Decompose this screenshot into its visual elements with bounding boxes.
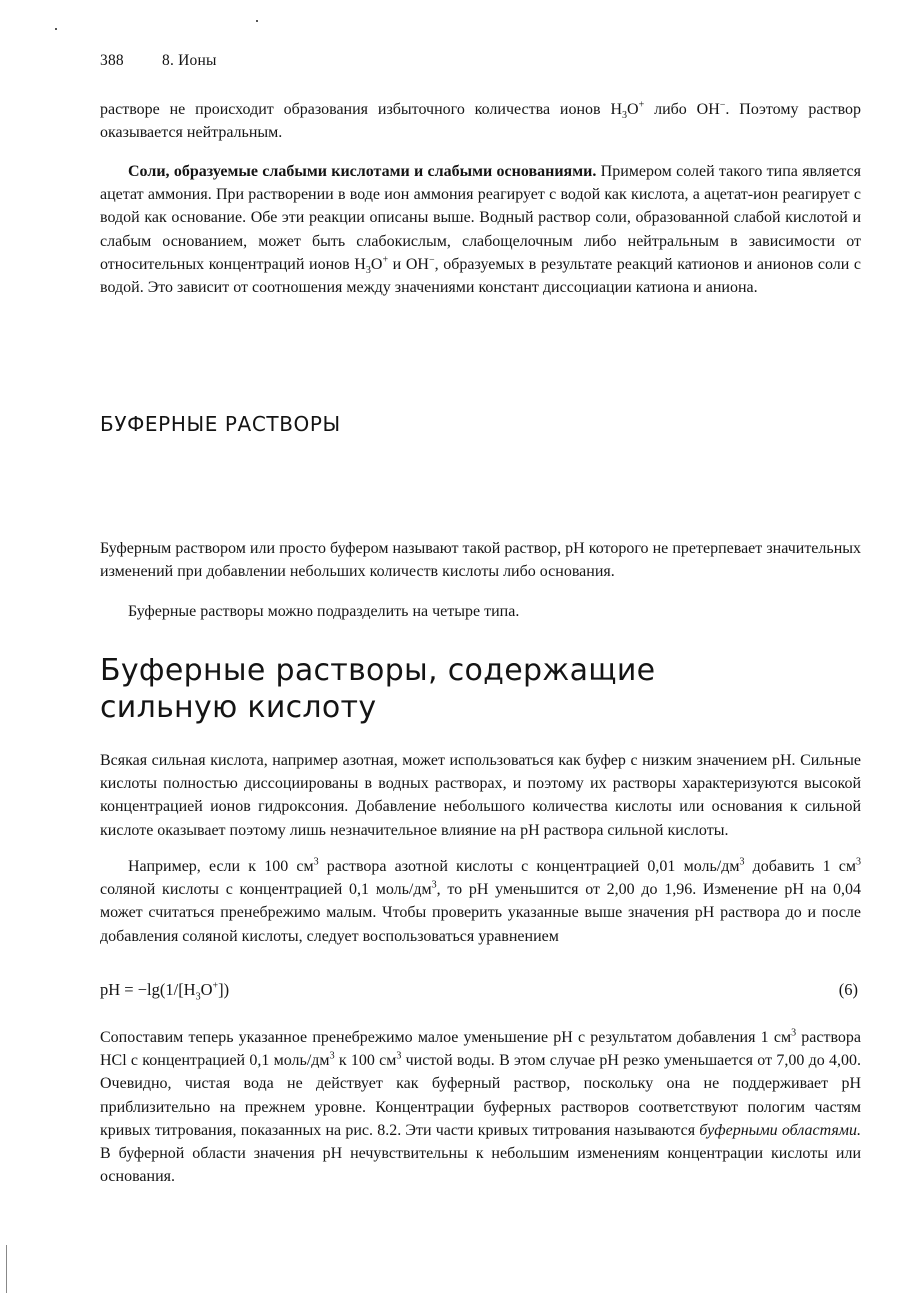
- paragraph-lead: Соли, образуемые слабыми кислотами и слабыми основаниями.: [128, 163, 597, 180]
- equation: pH = $-\lg(1/[H_3O^+])$: [100, 980, 230, 1003]
- equation-number: (6): [838, 980, 858, 999]
- chapter-title: 8. Ионы: [162, 52, 217, 69]
- paragraph-buffer-types: Буферные растворы можно подразделить на четыре типа.: [128, 603, 520, 620]
- italic-term: буферными областями.: [699, 1121, 862, 1139]
- paragraph-weak-salts: Соли, образуемые слабыми кислотами и слабыми основаниями. Примером солей такого типа является ацетат аммония. При растворении в воде ион аммония реагирует с водой как кислота, а ацетат-ион реагирует с водой как основание. Обе эти реакции описаны выше. Водный раствор соли, образованной слабой кислотой и слабым основанием, может быть слабокислым, слабощелочным либо нейтральным в зависимости от относительных концентраций ионов $H_3O^+$ и OH−, образуемых в результате реакций катионов и анионов соли с водой. Это зависит от соотношения между значениями констант диссоциации катиона и аниона.: [100, 163, 862, 297]
- equation-row: [100, 980, 861, 1004]
- paragraph-intro: растворе не происходит образования избыточного количества ионов $H_3O^+$ либо OH−. Поэтому раствор оказывается нейтральным.: [100, 99, 862, 142]
- subsection-heading: Буферные растворы, содержащие сильную кислоту: [100, 653, 656, 725]
- section-heading: БУФЕРНЫЕ РАСТВОРЫ: [100, 412, 341, 436]
- paragraph-buffer-definition: Буферным раствором или просто буфером называют такой раствор, pH которого не претерпевает значительных изменений при добавлении небольших количеств кислоты либо основания.: [100, 540, 861, 581]
- scan-margin-line: [6, 1245, 7, 1293]
- scan-speck: [55, 28, 57, 30]
- paragraph-comparison: Сопоставим теперь указанное пренебрежимо малое уменьшение pH с результатом добавления 1 $см^3$ раствора HCl с концентрацией 0,1 моль/$дм^3$ к 100 $см^3$ чистой воды. В этом случае pH резко уменьшается от 7,00 до 4,00. Очевидно, чистая вода не действует как буферный раствор, поскольку она не поддерживает pH приблизительно на прежнем уровне. Концентрации буферных растворов соответствуют пологим частям кривых титрования, показанных на рис. 8.2. Эти части кривых титрования называются буферными областями. В буферной области значения pH нечувствительны к небольшим изменениям концентрации кислоты или основания.: [100, 1027, 862, 1186]
- running-head: [100, 52, 217, 70]
- paragraph-example: Например, если к 100 $см^3$ раствора азотной кислоты с концентрацией 0,01 моль/$дм^3$ добавить 1 $см^3$ соляной кислоты с концентрацией 0,1 моль/$дм^3$, то pH уменьшится от 2,00 до 1,96. Изменение pH на 0,04 может считаться пренебрежимо малым. Чтобы проверить указанные выше значения pH раствора до и после добавления соляной кислоты, следует воспользоваться уравнением: [100, 856, 862, 945]
- paragraph-strong-acid: Всякая сильная кислота, например азотная, может использоваться как буфер с низким значением pH. Сильные кислоты полностью диссоциированы в водных растворах, и поэтому их растворы характеризуются высокой концентрацией ионов гидроксония. Добавление небольшого количества кислоты или основания к сильной кислоте оказывает поэтому лишь незначительное влияние на pH раствора сильной кислоты.: [100, 752, 861, 839]
- page-number: 388: [100, 52, 124, 69]
- scan-speck: [256, 20, 258, 22]
